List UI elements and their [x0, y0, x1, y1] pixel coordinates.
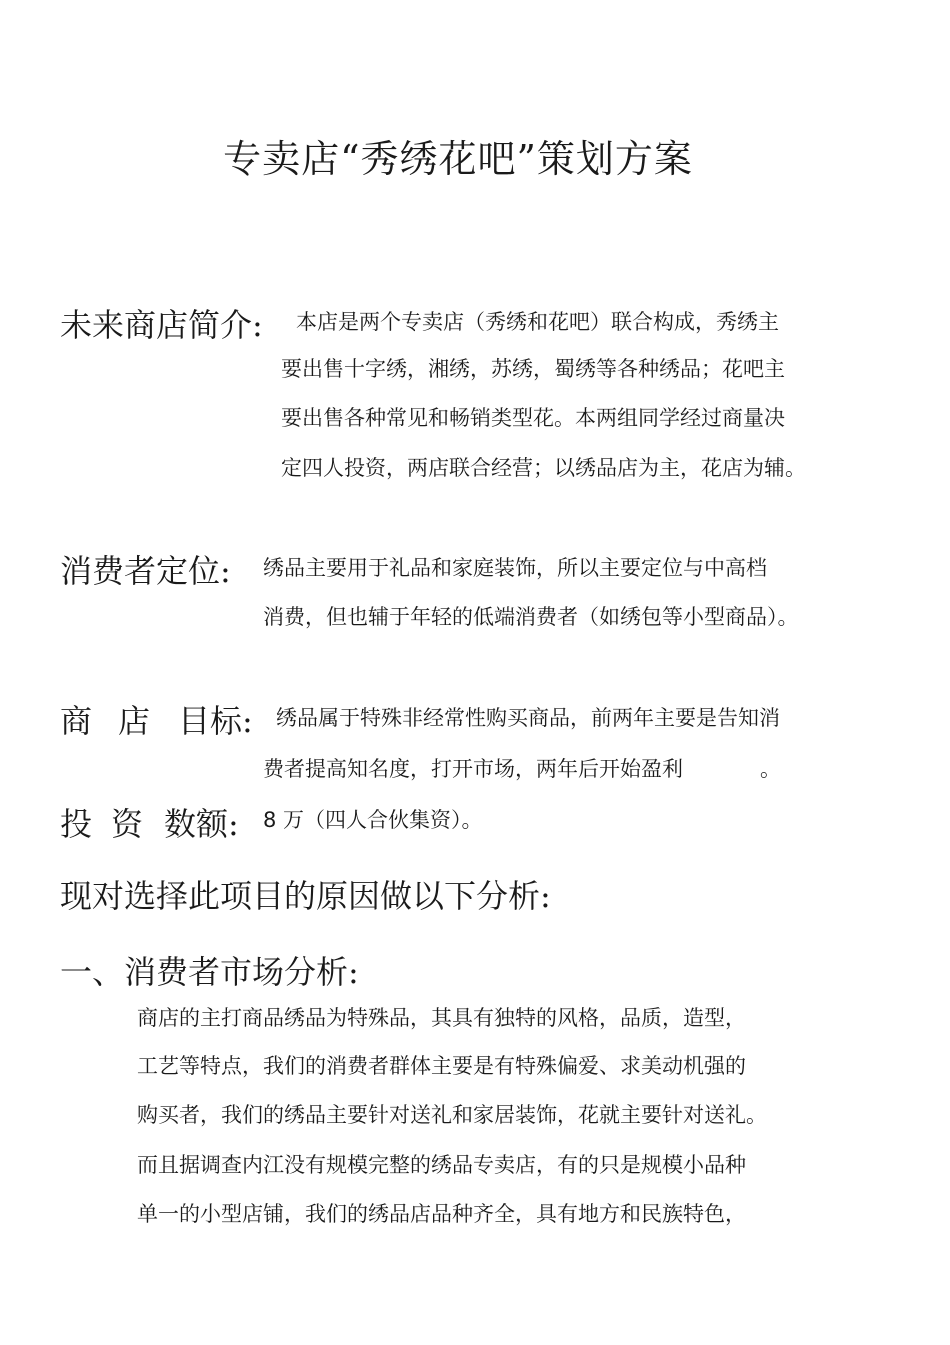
investment-label-char-1: 投 — [60, 805, 93, 843]
intro-line-4: 定四人投资，两店联合经营；以绣品店为主，花店为辅。 — [281, 456, 806, 480]
intro-line-3: 要出售各种常见和畅销类型花。本两组同学经过商量决 — [281, 406, 785, 430]
positioning-line-1: 绣品主要用于礼品和家庭装饰，所以主要定位与中高档 — [263, 556, 767, 580]
goal-line-2-end: 。 — [760, 757, 781, 781]
intro-label: 未来商店简介: — [60, 306, 263, 344]
goal-label-char-1: 商 — [60, 702, 93, 740]
intro-line-1: 本店是两个专卖店（秀绣和花吧）联合构成，秀绣主 — [296, 310, 779, 334]
investment-label-rest: 数额: — [164, 805, 239, 843]
section-1-line-2: 工艺等特点，我们的消费者群体主要是有特殊偏爱、求美动机强的 — [137, 1054, 746, 1078]
goal-line-2: 费者提高知名度，打开市场，两年后开始盈利 — [263, 757, 683, 781]
section-1-line-4: 而且据调查内江没有规模完整的绣品专卖店，有的只是规模小品种 — [137, 1153, 746, 1177]
positioning-line-2: 消费，但也辅于年轻的低端消费者（如绣包等小型商品）。 — [263, 605, 799, 629]
positioning-label: 消费者定位: — [60, 552, 231, 590]
section-1-line-5: 单一的小型店铺，我们的绣品店品种齐全，具有地方和民族特色， — [137, 1202, 746, 1226]
goal-label-rest: 目标: — [178, 702, 253, 740]
goal-line-1: 绣品属于特殊非经常性购买商品，前两年主要是告知消 — [276, 706, 780, 730]
intro-line-2: 要出售十字绣，湘绣，苏绣，蜀绣等各种绣品；花吧主 — [281, 357, 785, 381]
section-1-heading: 一、消费者市场分析: — [60, 953, 359, 991]
investment-label-char-2: 资 — [111, 805, 144, 843]
document-title: 专卖店“秀绣花吧”策划方案 — [223, 137, 693, 181]
section-1-line-1: 商店的主打商品绣品为特殊品，其具有独特的风格，品质，造型， — [137, 1006, 746, 1030]
goal-label-char-2: 店 — [118, 702, 151, 740]
investment-value: 8 万（四人合伙集资）。 — [263, 808, 483, 832]
analysis-intro: 现对选择此项目的原因做以下分析: — [60, 877, 551, 915]
section-1-line-3: 购买者，我们的绣品主要针对送礼和家居装饰，花就主要针对送礼。 — [137, 1103, 767, 1127]
